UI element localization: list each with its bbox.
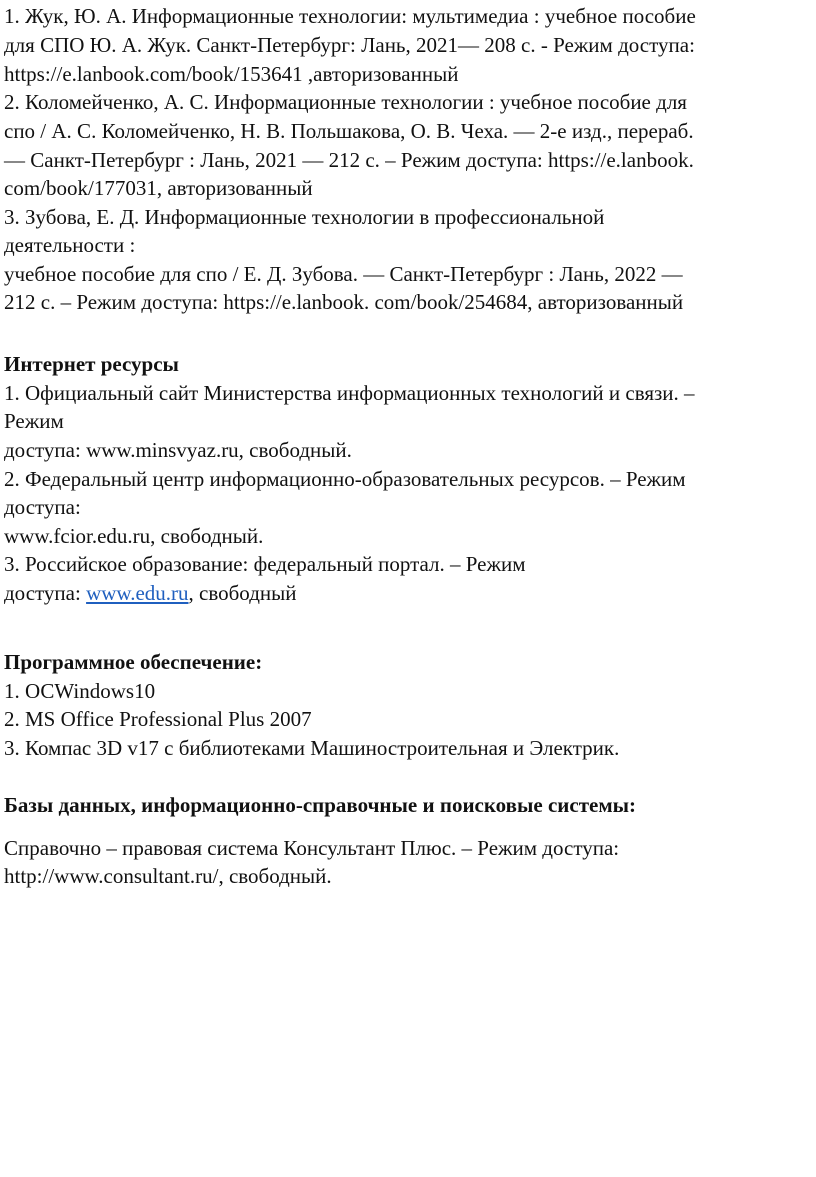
reference-line: 3. Зубова, Е. Д. Информационные технологии в профессиональной	[4, 205, 605, 229]
reference-line: https://e.lanbook.com/book/153641 ,авторизованный	[4, 62, 459, 86]
software-line: 2. MS Office Professional Plus 2007	[4, 707, 312, 731]
reference-line: спо / А. С. Коломейченко, Н. В. Польшакова, О. В. Чеха. — 2-е изд., перераб.	[4, 119, 694, 143]
reference-line: com/book/177031, авторизованный	[4, 176, 313, 200]
internet-line-edu	[4, 579, 296, 607]
reference-line: для СПО Ю. А. Жук. Санкт-Петербург: Лань, 2021— 208 с. - Режим доступа:	[4, 33, 695, 57]
reference-line: 212 с. – Режим доступа: https://e.lanbook. com/book/254684, авторизованный	[4, 290, 684, 314]
reference-line: 1. Жук, Ю. А. Информационные технологии: мультимедиа : учебное пособие	[4, 4, 696, 28]
databases-line: http://www.consultant.ru/, свободный.	[4, 864, 332, 888]
edu-ru-link[interactable]: www.edu.ru	[86, 581, 189, 605]
reference-line: — Санкт-Петербург : Лань, 2021 — 212 с. – Режим доступа: https://e.lanbook.	[4, 148, 694, 172]
internet-line: 2. Федеральный центр информационно-образовательных ресурсов. – Режим	[4, 467, 686, 491]
databases-heading: Базы данных, информационно-справочные и поисковые системы:	[4, 793, 637, 817]
internet-line: доступа:	[4, 495, 81, 519]
software-line: 3. Компас 3D v17 с библиотеками Машиностроительная и Электрик.	[4, 736, 620, 760]
internet-line: Режим	[4, 409, 64, 433]
internet-line: 1. Официальный сайт Министерства информационных технологий и связи. –	[4, 381, 695, 405]
software-line: 1. ОСWindows10	[4, 679, 156, 703]
internet-line: 3. Российское образование: федеральный портал. – Режим	[4, 552, 526, 576]
internet-resources-heading: Интернет ресурсы	[4, 352, 179, 376]
reference-line: деятельности :	[4, 233, 136, 257]
reference-line: 2. Коломейченко, А. С. Информационные технологии : учебное пособие для	[4, 90, 687, 114]
software-heading: Программное обеспечение:	[4, 650, 263, 674]
edu-access-suffix: , свободный	[188, 581, 297, 605]
edu-access-prefix: доступа:	[4, 581, 87, 605]
reference-line: учебное пособие для спо / Е. Д. Зубова. — Санкт-Петербург : Лань, 2022 —	[4, 262, 683, 286]
internet-line: доступа: www.minsvyaz.ru, свободный.	[4, 438, 352, 462]
databases-line: Справочно – правовая система Консультант Плюс. – Режим доступа:	[4, 836, 620, 860]
internet-line: www.fcior.edu.ru, свободный.	[4, 524, 264, 548]
